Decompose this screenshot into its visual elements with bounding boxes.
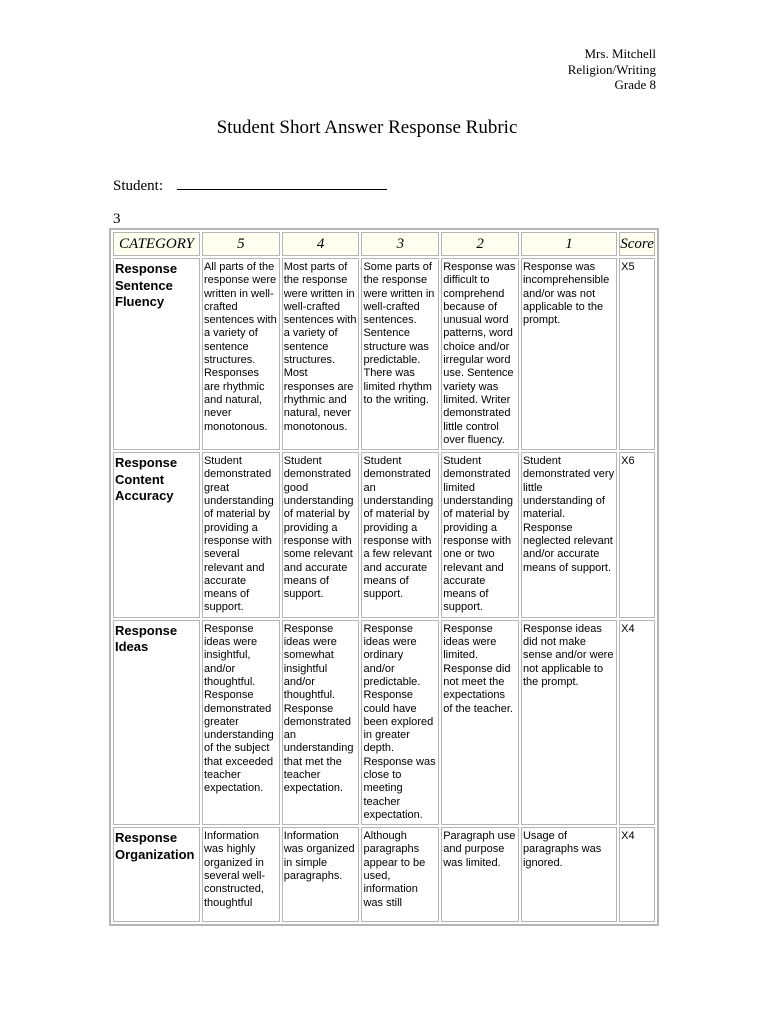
table-row <box>113 827 655 922</box>
grade: Grade 8 <box>614 77 656 92</box>
criteria-cell: Response was incomprehensible and/or was not applicable to the prompt. <box>521 258 617 450</box>
criteria-cell: Student demonstrated good understanding of material by providing a response with some relevant and accurate means of support. <box>282 452 360 618</box>
header-2: 2 <box>441 232 519 256</box>
header-category: CATEGORY <box>113 232 200 256</box>
criteria-cell: Student demonstrated great understanding of material by providing a response with several relevant and accurate means of support. <box>202 452 280 618</box>
criteria-cell: Student demonstrated limited understanding of material by providing a response with one or two relevant and accurate means of support. <box>441 452 519 618</box>
criteria-cell: Response ideas were somewhat insightful and/or thoughtful. Response demonstrated an understanding that met the teacher expectation. <box>282 620 360 825</box>
stray-text: 3 <box>113 211 121 227</box>
table-row <box>113 452 655 618</box>
student-label: Student: <box>113 178 164 194</box>
criteria-cell: Response ideas were ordinary and/or predictable. Response could have been explored in greater depth. Response was close to meeting teacher expectation. <box>361 620 439 825</box>
score-cell: X4 <box>619 827 655 922</box>
header-info <box>568 46 656 93</box>
criteria-cell: Most parts of the response were written in well-crafted sentences with a variety of sentence structures. Most responses are rhythmic and natural, never monotonous. <box>282 258 360 450</box>
criteria-cell: Student demonstrated very little understanding of material. Response neglected relevant and/or accurate means of support. <box>521 452 617 618</box>
header-row <box>113 232 655 256</box>
rubric-table <box>109 228 659 926</box>
student-name-blank <box>177 175 387 190</box>
table-row <box>113 258 655 450</box>
criteria-cell: Paragraph use and purpose was limited. <box>441 827 519 922</box>
header-5: 5 <box>202 232 280 256</box>
score-cell: X4 <box>619 620 655 825</box>
criteria-cell: All parts of the response were written in well-crafted sentences with a variety of sentence structures. Responses are rhythmic and natural, never monotonous. <box>202 258 280 450</box>
criteria-cell: Although paragraphs appear to be used, information was still <box>361 827 439 922</box>
category-cell: Response Organization <box>113 827 200 922</box>
header-4: 4 <box>282 232 360 256</box>
criteria-cell: Response ideas were insightful, and/or thoughtful. Response demonstrated greater understanding of the subject that exceeded teacher expectation. <box>202 620 280 825</box>
score-cell: X6 <box>619 452 655 618</box>
header-1: 1 <box>521 232 617 256</box>
subject: Religion/Writing <box>567 61 656 77</box>
teacher-name: Mrs. Mitchell <box>584 46 656 61</box>
student-field <box>113 175 387 195</box>
page-title: Student Short Answer Response Rubric <box>216 117 518 138</box>
criteria-cell: Response was difficult to comprehend because of unusual word patterns, word choice and/or irregular word use. Sentence variety was limited. Writer demonstrated little control over fluency. <box>441 258 519 450</box>
criteria-cell: Information was highly organized in several well-constructed, thoughtful <box>202 827 280 922</box>
score-cell: X5 <box>619 258 655 450</box>
table-row <box>113 620 655 825</box>
category-cell: Response Ideas <box>113 620 200 825</box>
category-cell: Response Sentence Fluency <box>113 258 200 450</box>
criteria-cell: Response ideas did not make sense and/or were not applicable to the prompt. <box>521 620 617 825</box>
header-3: 3 <box>361 232 439 256</box>
criteria-cell: Information was organized in simple paragraphs. <box>282 827 360 922</box>
criteria-cell: Student demonstrated an understanding of material by providing a response with a few relevant and accurate means of support. <box>361 452 439 618</box>
criteria-cell: Some parts of the response were written in well-crafted sentences. Sentence structure was predictable. There was limited rhythm to the writing. <box>361 258 439 450</box>
header-score: Score <box>619 232 655 256</box>
category-cell: Response Content Accuracy <box>113 452 200 618</box>
criteria-cell: Response ideas were limited. Response did not meet the expectations of the teacher. <box>441 620 519 825</box>
criteria-cell: Usage of paragraphs was ignored. <box>521 827 617 922</box>
